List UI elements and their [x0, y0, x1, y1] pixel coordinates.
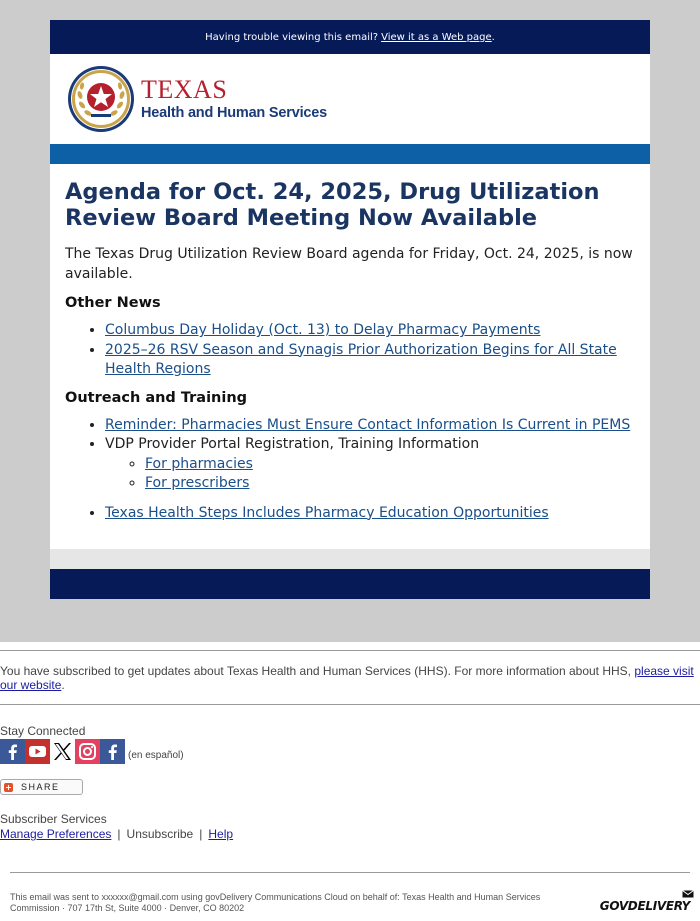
govdelivery-logo[interactable]	[600, 899, 690, 914]
link-separator: |	[117, 827, 121, 841]
navy-footer-band	[50, 569, 650, 599]
visit-website-link[interactable]: please visit our website	[0, 664, 694, 692]
email-card	[50, 20, 650, 599]
list-item	[145, 474, 635, 494]
vdp-registration-text: VDP Provider Portal Registration, Training Information	[105, 436, 480, 452]
legal-block	[0, 873, 700, 914]
subscriber-links	[0, 827, 700, 841]
list-item	[105, 416, 635, 436]
pems-reminder-link[interactable]: Reminder: Pharmacies Must Ensure Contact Information Is Current in PEMS	[105, 416, 631, 433]
list-item	[145, 455, 635, 475]
vdp-sublist	[145, 455, 635, 494]
stay-connected-label: Stay Connected	[0, 724, 86, 738]
subscriber-services	[0, 812, 700, 841]
for-prescribers-link[interactable]: For prescribers	[145, 475, 250, 491]
facebook-icon[interactable]	[0, 739, 25, 764]
light-gray-band	[50, 549, 650, 569]
logo-subtitle: Health and Human Services	[141, 105, 327, 121]
columbus-day-link[interactable]: Columbus Day Holiday (Oct. 13) to Delay Pharmacy Payments	[105, 322, 541, 338]
subscriber-services-label: Subscriber Services	[0, 812, 107, 826]
list-item	[105, 435, 635, 504]
instagram-icon[interactable]	[75, 739, 100, 764]
envelope-icon	[682, 890, 694, 898]
list-item	[105, 504, 635, 524]
list-item	[105, 321, 635, 341]
other-news-heading: Other News	[65, 295, 161, 311]
view-web-page-link[interactable]: View it as a Web page	[381, 31, 492, 43]
espanol-label: (en español)	[128, 749, 184, 761]
social-icons	[0, 739, 700, 764]
outreach-heading: Outreach and Training	[65, 389, 248, 406]
list-item	[105, 341, 635, 380]
outreach-list	[105, 416, 635, 524]
subscription-text: You have subscribed to get updates about Texas Health and Human Services (HHS). For more information about HHS,	[0, 664, 632, 678]
trouble-text: Having trouble viewing this email?	[205, 31, 379, 43]
texas-health-steps-link[interactable]: Texas Health Steps Includes Pharmacy Education Opportunities	[105, 504, 549, 521]
texas-seal-icon	[67, 65, 135, 133]
govdelivery-wordmark: GOVDELIVERY	[599, 899, 690, 913]
article-lead: The Texas Drug Utilization Review Board agenda for Friday, Oct. 24, 2025, is now available.	[65, 246, 633, 282]
youtube-icon[interactable]	[25, 739, 50, 764]
legal-text: This email was sent to xxxxxx@gmail.com using govDelivery Communications Cloud on behalf of: Texas Health and Human Services Commission · 707 17th St, Suite 4000 · Denver, CO 80202	[10, 892, 541, 913]
stay-connected-block	[0, 705, 700, 795]
email-footer	[0, 650, 700, 914]
unsubscribe-link[interactable]: Unsubscribe	[126, 827, 194, 841]
share-button[interactable]	[0, 779, 83, 795]
help-link[interactable]: Help	[208, 827, 234, 841]
article-headline: Agenda for Oct. 24, 2025, Drug Utilization Review Board Meeting Now Available	[65, 179, 600, 231]
top-banner	[50, 20, 650, 54]
manage-preferences-link[interactable]: Manage Preferences	[0, 827, 112, 841]
subscription-note	[0, 651, 700, 704]
x-icon[interactable]	[50, 739, 75, 764]
share-plus-icon	[4, 783, 13, 792]
share-label: SHARE	[21, 782, 60, 792]
link-separator: |	[199, 827, 203, 841]
logo-texas-word: TEXAS	[141, 75, 228, 104]
article-body	[50, 164, 650, 549]
hhs-logo	[50, 54, 650, 144]
facebook-espanol-icon[interactable]	[100, 739, 125, 764]
subscription-period: .	[61, 678, 65, 692]
trouble-period: .	[491, 31, 495, 43]
for-pharmacies-link[interactable]: For pharmacies	[145, 455, 253, 472]
other-news-list	[105, 321, 635, 380]
blue-divider-band	[50, 144, 650, 164]
rsv-season-link[interactable]: 2025–26 RSV Season and Synagis Prior Authorization Begins for All State Health Regions	[105, 341, 617, 377]
